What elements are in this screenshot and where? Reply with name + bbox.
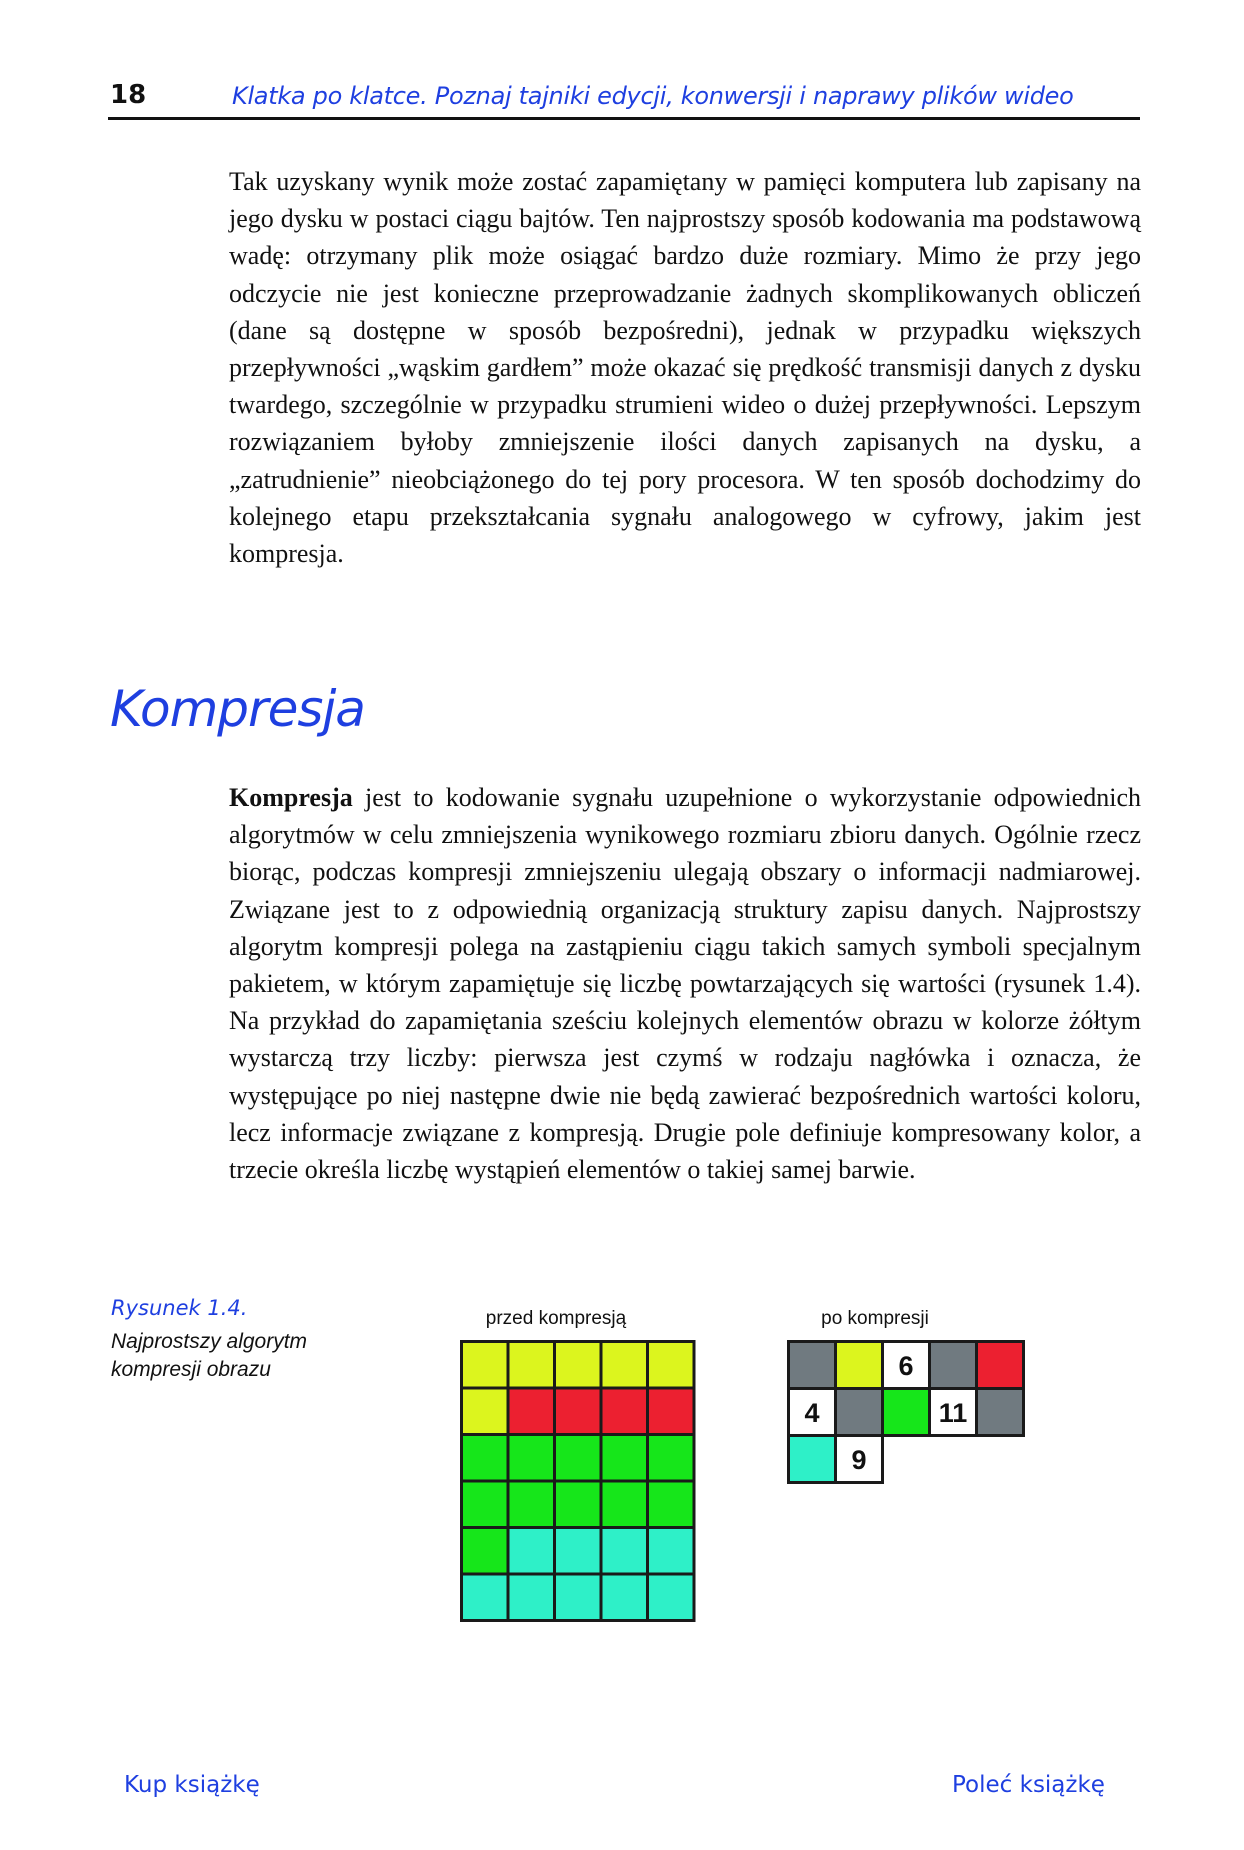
after-color-cell [790,1343,834,1387]
before-pixel-cell [649,1436,693,1480]
before-pixel-cell [603,1343,647,1387]
after-color-cell [978,1343,1022,1387]
after-title: po kompresji [821,1308,929,1329]
before-grid [460,1340,696,1622]
before-pixel-cell [510,1343,554,1387]
before-pixel-cell [463,1343,507,1387]
before-pixel-cell [603,1390,647,1434]
before-pixel-cell [463,1436,507,1480]
after-count-value: 4 [804,1398,820,1428]
recommend-book-link[interactable]: Poleć książkę [952,1772,1105,1798]
before-pixel-cell [463,1529,507,1573]
running-title: Klatka po klatce. Poznaj tajniki edycji, konwersji i naprawy plików wideo [232,82,1074,110]
after-color-cell [978,1390,1022,1434]
figure-caption: Najprostszy algorytm kompresji obrazu [111,1330,308,1381]
header-rule [108,117,1140,120]
before-pixel-cell [603,1576,647,1620]
before-pixel-cell [556,1390,600,1434]
compression-figure [440,1300,1060,1640]
before-pixel-cell [510,1576,554,1620]
before-pixel-cell [510,1436,554,1480]
after-count-value: 11 [938,1398,968,1428]
after-grid [787,1340,1025,1484]
body-paragraph [229,779,1141,1188]
before-pixel-cell [556,1576,600,1620]
page-number: 18 [110,80,147,110]
before-pixel-cell [556,1529,600,1573]
before-pixel-cell [649,1343,693,1387]
before-pixel-cell [510,1483,554,1527]
section-heading: Kompresja [110,680,365,738]
after-count-value: 9 [851,1445,867,1475]
before-pixel-cell [649,1483,693,1527]
after-color-cell [837,1390,881,1434]
after-color-cell [790,1437,834,1481]
before-pixel-cell [603,1436,647,1480]
before-pixel-cell [510,1529,554,1573]
before-title: przed kompresją [485,1308,627,1329]
before-pixel-cell [510,1390,554,1434]
after-count-value: 6 [898,1351,914,1381]
body-paragraph: Tak uzyskany wynik może zostać zapamiętany w pamięci komputera lub zapisany na jego dysku w postaci ciągu bajtów. Ten najprostszy sposób kodowania ma podstawową wadę: otrzymany plik może osiągać bardzo duże rozmiary. Mimo że przy jego odczycie nie jest konieczne przeprowadzanie żadnych skomplikowanych obliczeń (dane są dostępne w sposób bezpośredni), jednak w przypadku większych przepływności „wąskim gardłem” może okazać się prędkość transmisji danych z dysku twardego, szczególnie w przypadku strumieni wideo o dużej przepływności. Lepszym rozwiązaniem byłoby zmniejszenie ilości danych zapisanych na dysku, a „zatrudnienie” nieobciążonego do tej pory procesora. W ten sposób dochodzimy do kolejnego etapu przekształcania sygnału analogowego w cyfrowy, jakim jest kompresja. [229,167,1141,569]
before-pixel-cell [649,1529,693,1573]
after-color-cell [884,1390,928,1434]
before-pixel-cell [556,1483,600,1527]
before-pixel-cell [649,1576,693,1620]
figure-label: Rysunek 1.4. [111,1296,248,1320]
before-pixel-cell [463,1483,507,1527]
term-bold: Kompresja [229,783,353,812]
before-pixel-cell [463,1390,507,1434]
before-pixel-cell [556,1343,600,1387]
before-pixel-cell [649,1390,693,1434]
before-pixel-cell [603,1529,647,1573]
buy-book-link[interactable]: Kup książkę [124,1772,260,1798]
after-color-cell [931,1343,975,1387]
after-color-cell [837,1343,881,1387]
before-pixel-cell [556,1436,600,1480]
before-pixel-cell [603,1483,647,1527]
paragraph-text: jest to kodowanie sygnału uzupełnione o wykorzystanie odpowiednich algorytmów w celu zmniejszenia wynikowego rozmiaru zbioru danych. Ogólnie rzecz biorąc, podczas kompresji zmniejszeniu ulegają obszary o informacji nadmiarowej. Związane jest to z odpowiednią organizacją struktury zapisu danych. Najprostszy algorytm kompresji polega na zastąpieniu ciągu takich samych symboli specjalnym pakietem, w którym zapamiętuje się liczbę powtarzających się wartości (rysunek 1.4). Na przykład do zapamiętania sześciu kolejnych elementów obrazu w kolorze żółtym wystarczą trzy liczby: pierwsza jest czymś w rodzaju nagłówka i oznacza, że występujące po niej następne dwie nie będą zawierać bezpośrednich wartości koloru, lecz informacje związane z kompresją. Drugie pole definiuje kompresowany kolor, a trzecie określa liczbę wystąpień elementów o takiej samej barwie. [229,783,1141,1185]
before-pixel-cell [463,1576,507,1620]
